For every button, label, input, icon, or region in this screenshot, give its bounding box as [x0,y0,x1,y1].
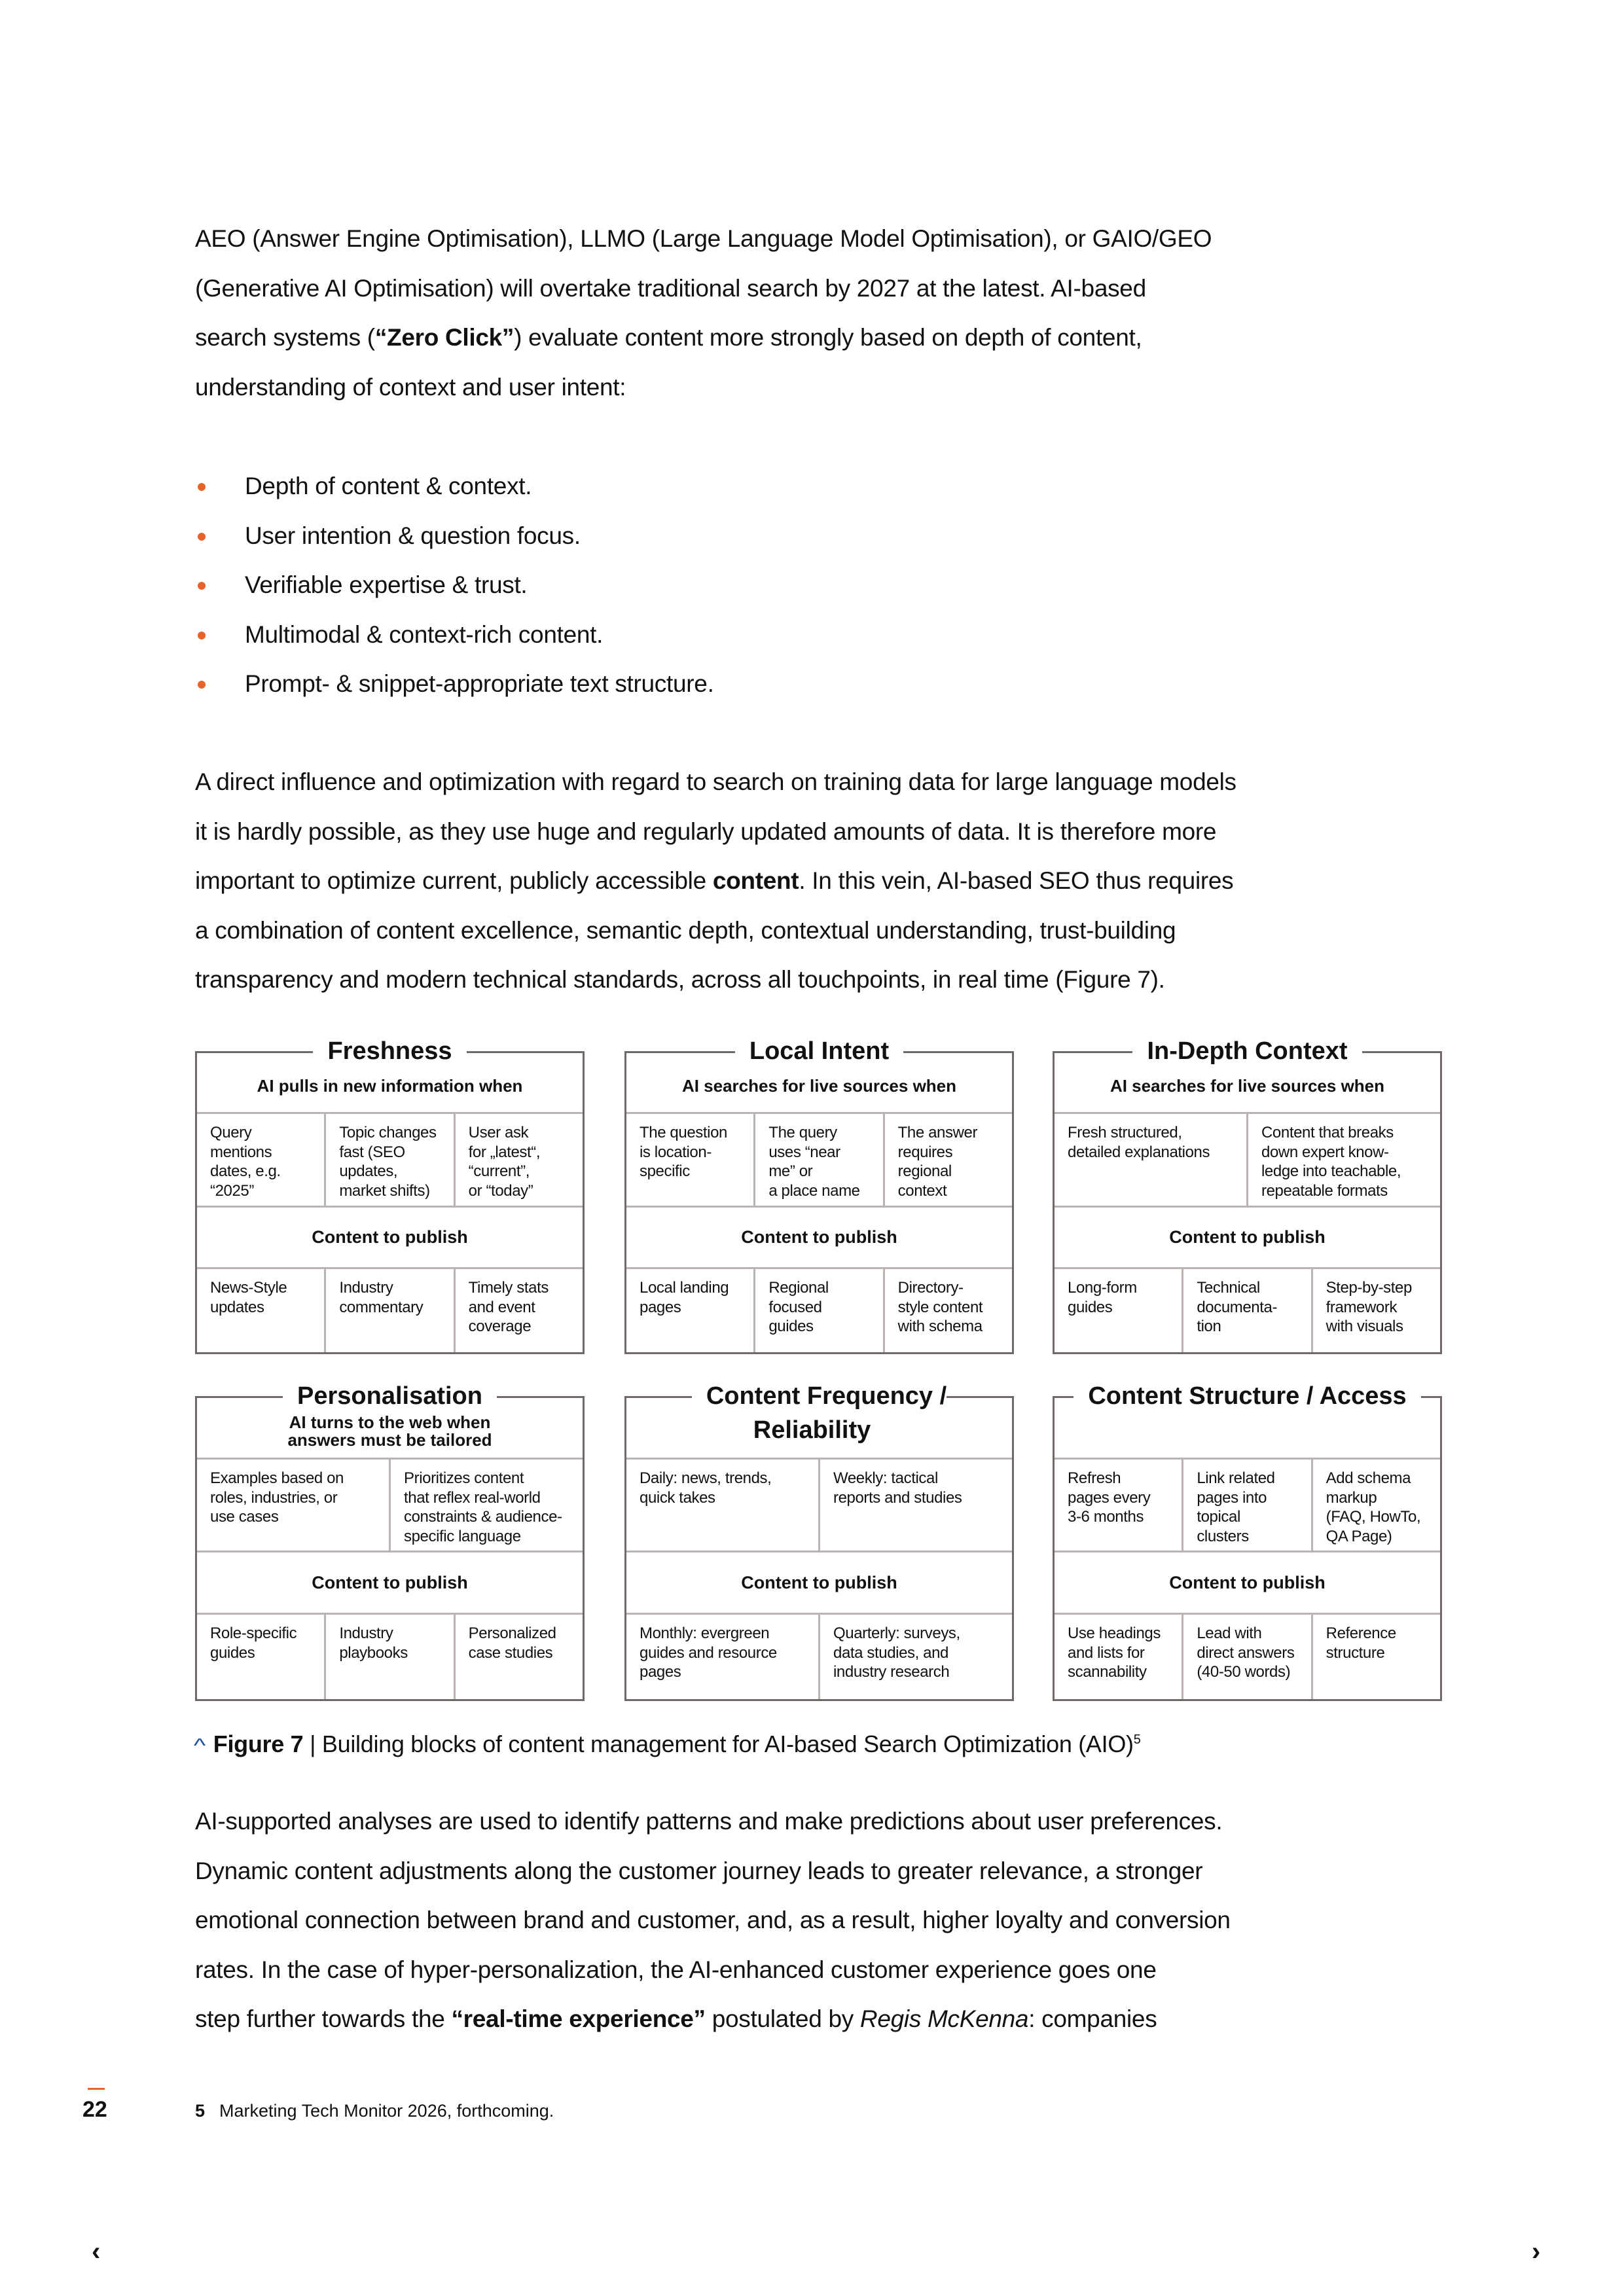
text-line [195,264,1212,314]
output-cell: Reference structure [1326,1624,1396,1662]
block-title-text: Content Structure / Access [1074,1382,1420,1410]
block-title-text: Local Intent [735,1037,903,1065]
outputs-row [626,1269,1012,1352]
text-segment: AI-supported analyses are used to identify patterns and make predictions about user preferences. [195,1808,1223,1835]
page-number-accent [88,2088,105,2090]
text-line [195,856,1236,906]
output-cell: Role-specific guides [197,1615,326,1699]
block-title-text: Personalisation [283,1382,497,1410]
output-cell: News-Style updates [197,1269,326,1352]
building-block-content-frequency-reliability [624,1382,1014,1701]
block-subtitle: AI searches for live sources when [1055,1051,1440,1114]
output-cell: Quarterly: surveys, data studies, and industry research [833,1624,960,1681]
bullet-list [195,461,714,709]
bullet-item [195,560,714,610]
text-line [195,757,1236,807]
block-title [1055,1379,1440,1413]
outputs-row [626,1615,1012,1699]
content-to-publish-label: Content to publish [1055,1208,1440,1269]
block-title [626,1379,1012,1447]
previous-page-chevron-left-icon[interactable]: ‹ [92,2237,101,2266]
bullet-text: Depth of content & context. [245,473,532,499]
criteria-cell: Query mentions dates, e.g. “2025” [197,1114,326,1206]
caret-up-icon[interactable]: ^ [193,1735,206,1757]
page-number: 22 [82,2097,107,2122]
outputs-row [1055,1615,1440,1699]
output-cell: Monthly: evergreen guides and resource pages [626,1615,820,1699]
outputs-row [1055,1269,1440,1352]
footnote-ref[interactable]: 5 [1133,1732,1141,1747]
building-block-in-depth-context [1053,1037,1442,1354]
bold-text: “Zero Click” [374,324,514,351]
text-line [195,906,1236,956]
bullet-dot-icon [198,582,206,590]
criteria-cell: Topic changes fast (SEO updates, market shifts) [326,1114,455,1206]
text-segment: transparency and modern technical standards, across all touchpoints, in real time (Figure 7). [195,966,1165,993]
caption-text: Building blocks of content management for AI-based Search Optimization (AIO) [321,1731,1134,1757]
figure-caption [195,1731,1141,1758]
text-line [195,214,1212,264]
footnote [195,2101,554,2121]
bold-text: “real-time experience” [451,2005,706,2032]
criteria-cell: Add schema markup (FAQ, HowTo, QA Page) [1326,1469,1421,1545]
block-title [197,1034,583,1068]
output-cell: Industry playbooks [326,1615,455,1699]
criteria-row [197,1460,583,1552]
influence-paragraph [195,757,1236,1005]
criteria-row [1055,1114,1440,1208]
content-to-publish-label: Content to publish [626,1552,1012,1615]
criteria-row [626,1460,1012,1552]
criteria-row [1055,1460,1440,1552]
bullet-text: Multimodal & context-rich content. [245,620,604,648]
text-segment: it is hardly possible, as they use huge and regularly updated amounts of data. It is therefore more [195,817,1217,845]
building-block-freshness [195,1037,585,1354]
output-cell: Personalized case studies [468,1624,556,1662]
criteria-cell: Weekly: tactical reports and studies [833,1469,962,1507]
criteria-cell: Fresh structured, detailed explanations [1055,1114,1248,1206]
output-cell: Use headings and lists for scannability [1055,1615,1183,1699]
text-segment: : companies [1028,2005,1157,2032]
bullet-item [195,610,714,660]
bullet-dot-icon [198,483,206,491]
text-line [195,1895,1231,1945]
text-line [195,1846,1231,1896]
text-line [195,1994,1231,2044]
outputs-row [197,1269,583,1352]
criteria-cell: User ask for „latest“, “current”, or “today” [468,1124,541,1200]
block-subtitle: AI searches for live sources when [626,1051,1012,1114]
block-title [1055,1034,1440,1068]
footnote-text: Marketing Tech Monitor 2026, forthcoming. [219,2101,554,2121]
bold-text: content [712,867,799,894]
building-block-local-intent [624,1037,1014,1354]
criteria-cell: Prioritizes content that reflex real-world constraints & audience- specific language [404,1469,562,1545]
block-subtitle: AI turns to the web when answers must be tailored [197,1396,583,1460]
criteria-cell: Link related pages into topical clusters [1183,1460,1312,1551]
bullet-item [195,659,714,709]
bullet-dot-icon [198,681,206,689]
text-segment: . In this vein, AI-based SEO thus requires [799,867,1234,894]
content-to-publish-label: Content to publish [1055,1552,1440,1615]
text-line [195,1945,1231,1995]
content-to-publish-label: Content to publish [197,1208,583,1269]
text-line [195,363,1212,412]
bullet-text: User intention & question focus. [245,522,581,549]
text-line [195,313,1212,363]
text-segment: step further towards the [195,2005,452,2032]
figure-label: Figure 7 [213,1731,304,1757]
bullet-dot-icon [198,533,206,541]
criteria-cell: Daily: news, trends, quick takes [626,1460,820,1551]
building-block-content-structure-access [1053,1382,1442,1701]
criteria-row [626,1114,1012,1208]
text-segment: AEO (Answer Engine Optimisation), LLMO (Large Language Model Optimisation), or GAIO/GEO [195,225,1212,252]
bullet-dot-icon [198,632,206,639]
output-cell: Timely stats and event coverage [468,1279,549,1335]
criteria-cell: Content that breaks down expert know- ledge into teachable, repeatable formats [1261,1124,1401,1200]
bullet-text: Verifiable expertise & trust. [245,571,528,598]
intro-paragraph [195,214,1212,412]
output-cell: Technical documenta- tion [1183,1269,1312,1352]
text-line [195,955,1236,1005]
output-cell: Step-by-step framework with visuals [1326,1279,1412,1335]
criteria-row [197,1114,583,1208]
block-title-text: Content Frequency / Reliability [692,1382,947,1444]
text-segment: A direct influence and optimization with regard to search on training data for large language models [195,768,1236,795]
text-line [195,1797,1231,1846]
block-subtitle: AI pulls in new information when [197,1051,583,1114]
bullet-text: Prompt- & snippet-appropriate text structure. [245,670,714,697]
text-segment: postulated by [705,2005,860,2032]
output-cell: Industry commentary [326,1269,455,1352]
text-segment: rates. In the case of hyper-personalization, the AI-enhanced customer experience goes one [195,1956,1157,1983]
criteria-cell: The question is location- specific [626,1114,755,1206]
criteria-cell: The query uses “near me” or a place name [755,1114,884,1206]
caption-separator: | [303,1731,322,1757]
block-title [197,1379,583,1413]
block-title-text: In-Depth Context [1132,1037,1362,1065]
criteria-cell: Examples based on roles, industries, or use cases [197,1460,391,1551]
text-segment: Dynamic content adjustments along the customer journey leads to greater relevance, a stronger [195,1857,1203,1884]
bullet-item [195,461,714,511]
block-title-text: Freshness [313,1037,466,1065]
output-cell: Lead with direct answers (40-50 words) [1183,1615,1312,1699]
output-cell: Directory- style content with schema [897,1279,983,1335]
criteria-cell: Refresh pages every 3-6 months [1055,1460,1183,1551]
criteria-cell: The answer requires regional context [897,1124,978,1200]
text-segment: a combination of content excellence, semantic depth, contextual understanding, trust-building [195,916,1176,944]
personalization-paragraph [195,1797,1231,2044]
outputs-row [197,1615,583,1699]
output-cell: Regional focused guides [755,1269,884,1352]
text-segment: emotional connection between brand and customer, and, as a result, higher loyalty and conversion [195,1907,1231,1933]
text-segment: important to optimize current, publicly accessible [195,867,713,894]
italic-text: Regis McKenna [859,2005,1029,2032]
footnote-number: 5 [195,2101,206,2121]
text-segment: understanding of context and user intent: [195,373,626,401]
content-to-publish-label: Content to publish [626,1208,1012,1269]
text-line [195,807,1236,857]
building-block-personalisation [195,1382,585,1701]
block-title [626,1034,1012,1068]
output-cell: Long-form guides [1055,1269,1183,1352]
text-segment: (Generative AI Optimisation) will overtake traditional search by 2027 at the latest. AI-based [195,274,1146,302]
text-segment: ) evaluate content more strongly based on depth of content, [514,324,1142,351]
bullet-item [195,511,714,561]
text-segment: search systems ( [195,324,375,351]
next-page-chevron-right-icon[interactable]: › [1532,2237,1541,2266]
content-to-publish-label: Content to publish [197,1552,583,1615]
output-cell: Local landing pages [626,1269,755,1352]
